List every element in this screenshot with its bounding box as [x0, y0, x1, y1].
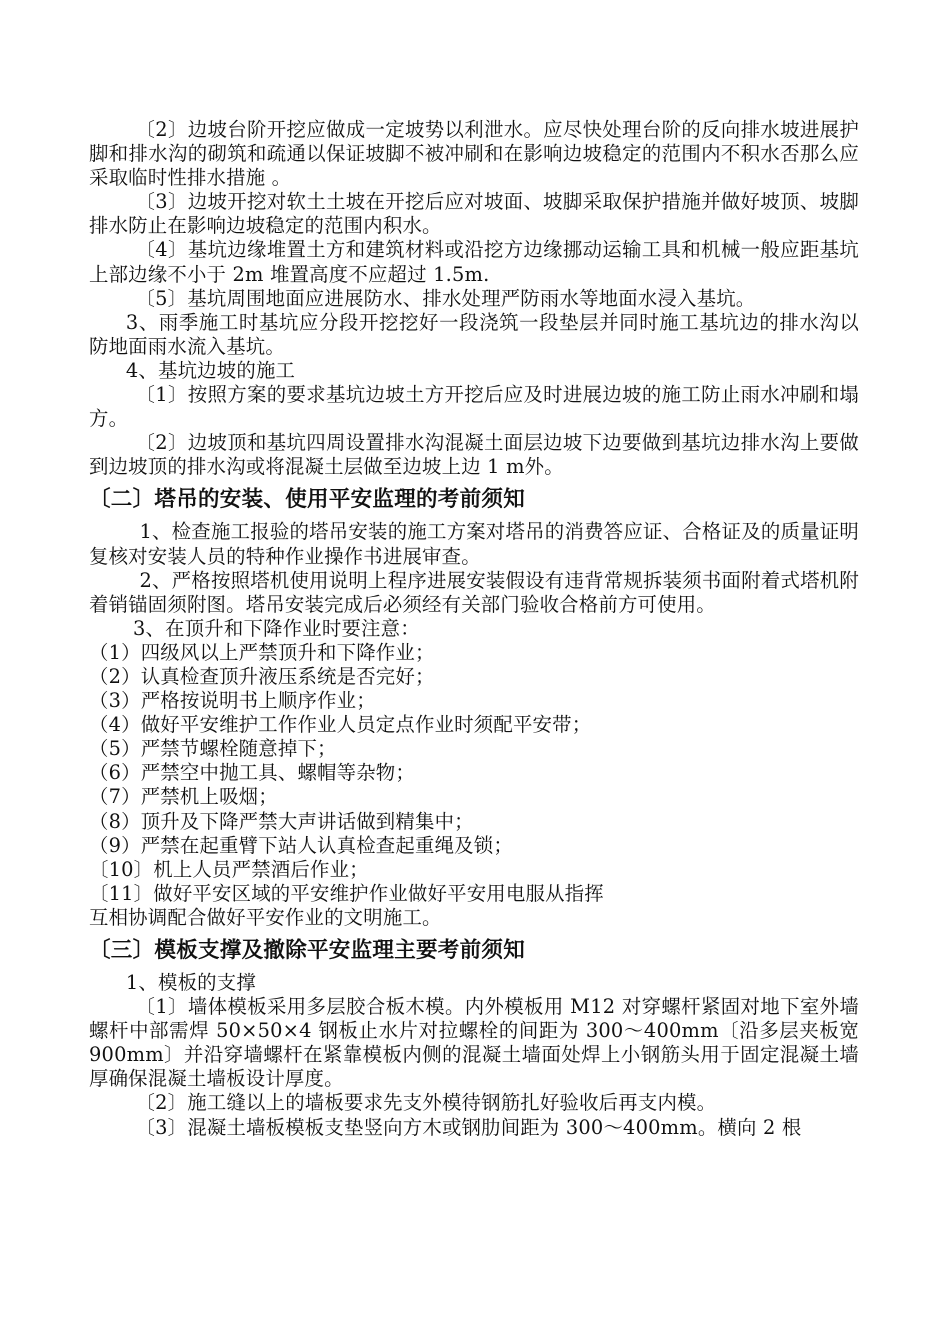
- paragraph-formwork-title: 1、模板的支撑: [125, 971, 256, 994]
- paragraph-slope-construction-2: 〔2〕边坡顶和基坑四周设置排水沟混凝土面层边坡下边要做到基坑边排水沟上要做到边坡顶的排水沟或将混凝土层做至边坡上边 1 m外。: [89, 431, 859, 479]
- paragraph-slope-construction-1: 〔1〕按照方案的要求基坑边坡土方开挖后应及时进展边坡的施工防止雨水冲刷和塌方。: [89, 383, 859, 431]
- list-item: （5）严禁节螺栓随意掉下；: [89, 737, 337, 761]
- list-item: 〔11〕做好平安区域的平安维护作业做好平安用电服从指挥: [89, 881, 604, 905]
- paragraph-formwork-wall: 〔1〕墙体模板采用多层胶合板木模。内外模板用 M12 对穿螺杆紧固对地下室外墙螺杆中部需焊 50×50×4 钢板止水片对拉螺栓的间距为 300～400mm〔沿多层夹板宽 900mm〕并沿穿墙螺杆在紧靠模板内侧的混凝土墙面处焊上小钢筋头用于固定混凝土墙厚确保混凝土墙板设计厚度。: [89, 995, 859, 1091]
- paragraph-crane-check: 1、检查施工报验的塔吊安装的施工方案对塔吊的消费答应证、合格证及的质量证明复核对安装人员的特种作业操作书进展审查。: [89, 520, 859, 568]
- list-item: （7）严禁机上吸烟；: [89, 785, 278, 809]
- list-item: （9）严禁在起重臂下站人认真检查起重绳及锁；: [89, 833, 513, 857]
- paragraph-pit-drainage: 〔5〕基坑周围地面应进展防水、排水处理严防雨水等地面水浸入基坑。: [135, 286, 756, 310]
- list-item: （3）严格按说明书上顺序作业；: [89, 689, 376, 713]
- paragraph-slope-step: 〔2〕边坡台阶开挖应做成一定坡势以利泄水。应尽快处理台阶的反向排水坡进展护脚和排水沟的砌筑和疏通以保证坡脚不被冲刷和在影响边坡稳定的范围内不积水否那么应采取临时性排水措施 。: [89, 118, 859, 190]
- list-item: （2）认真检查顶升液压系统是否完好；: [89, 664, 435, 688]
- paragraph-rainy-season: 3、雨季施工时基坑应分段开挖挖好一段浇筑一段垫层并同时施工基坑边的排水沟以防地面雨水流入基坑。: [89, 310, 859, 358]
- paragraph-pit-edge-load: 〔4〕基坑边缘堆置土方和建筑材料或沿挖方边缘挪动运输工具和机械一般应距基坑上部边缘不小于 2m 堆置高度不应超过 1.5m.: [89, 238, 859, 286]
- list-tail: 互相协调配合做好平安作业的文明施工。: [89, 905, 442, 929]
- paragraph-formwork-support: 〔3〕混凝土墙板模板支垫竖向方木或钢肋间距为 300～400mm。横向 2 根: [135, 1115, 802, 1139]
- list-item: （1）四级风以上严禁顶升和下降作业；: [89, 640, 435, 664]
- paragraph-formwork-joint: 〔2〕施工缝以上的墙板要求先支外模待钢筋扎好验收后再支内模。: [135, 1091, 717, 1115]
- list-item: （4）做好平安维护工作作业人员定点作业时须配平安带；: [89, 713, 592, 737]
- section-heading-tower-crane: 〔二〕塔吊的安装、使用平安监理的考前须知: [89, 487, 526, 513]
- list-item: 〔10〕机上人员严禁酒后作业；: [89, 857, 369, 881]
- paragraph-crane-jacking-title: 3、在顶升和下降作业时要注意：: [133, 616, 420, 640]
- paragraph-crane-install: 2、严格按照塔机使用说明上程序进展安装假设有违背常规拆装须书面附着式塔机附着销锚固须附图。塔吊安装完成后必须经有关部门验收合格前方可使用。: [89, 568, 859, 616]
- paragraph-soft-soil-slope: 〔3〕边坡开挖对软土土坡在开挖后应对坡面、坡脚采取保护措施并做好坡顶、坡脚排水防止在影响边坡稳定的范围内积水。: [89, 190, 859, 238]
- paragraph-slope-construction-title: 4、基坑边坡的施工: [125, 358, 296, 382]
- list-item: （8）顶升及下降严禁大声讲话做到精集中；: [89, 809, 474, 833]
- list-item: （6）严禁空中抛工具、螺帽等杂物；: [89, 761, 415, 785]
- document-page: [89, 118, 859, 1140]
- section-heading-formwork: 〔三〕模板支撑及撤除平安监理主要考前须知: [89, 938, 526, 963]
